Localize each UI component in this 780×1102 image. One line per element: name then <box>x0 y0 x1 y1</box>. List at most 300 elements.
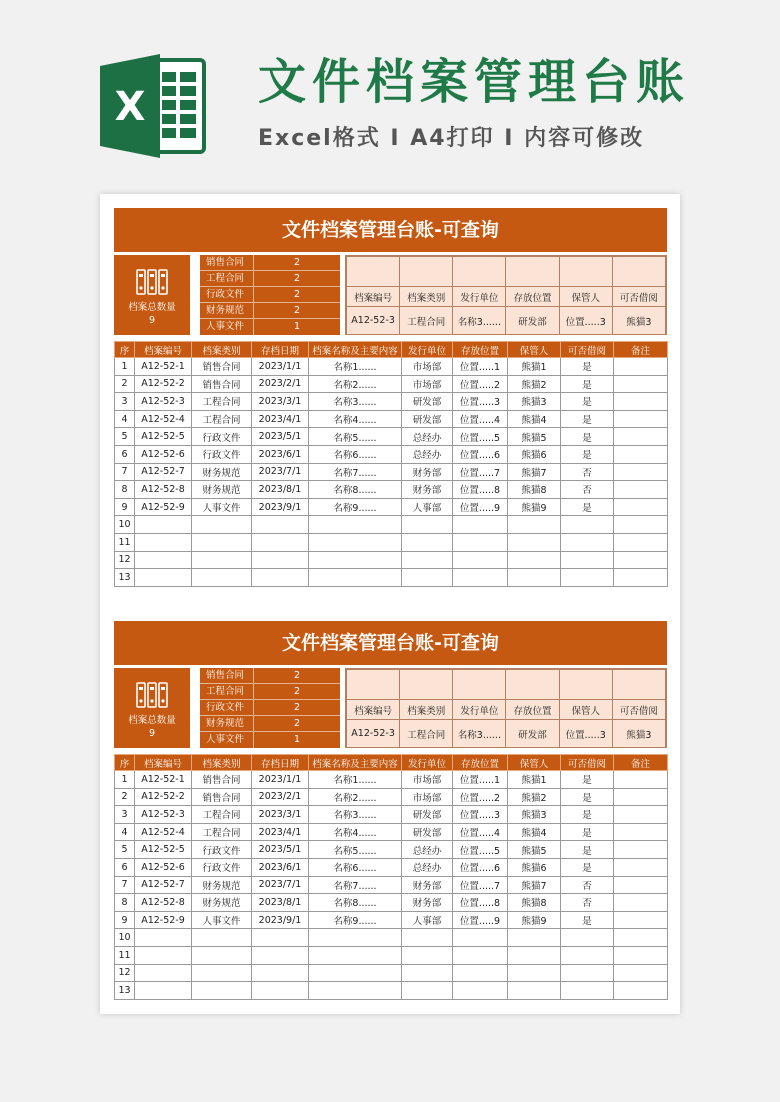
table-cell[interactable]: A12-52-6 <box>135 858 192 876</box>
table-cell[interactable] <box>309 533 402 551</box>
table-cell[interactable]: 是 <box>561 393 614 411</box>
table-cell[interactable]: 名称9...... <box>309 498 402 516</box>
table-cell[interactable]: 位置.....5 <box>453 841 508 859</box>
table-cell[interactable] <box>402 533 453 551</box>
excel-logo-icon <box>100 54 208 158</box>
table-cell[interactable]: 销售合同 <box>192 358 252 376</box>
table-cell[interactable]: 人事部 <box>402 911 453 929</box>
table-cell[interactable] <box>192 946 252 964</box>
query-panel <box>345 255 667 335</box>
table-cell[interactable]: 熊猫4 <box>508 823 561 841</box>
table-cell[interactable]: 名称8...... <box>309 481 402 499</box>
table-cell[interactable] <box>614 358 668 376</box>
table-cell[interactable] <box>192 516 252 534</box>
category-row <box>200 287 340 303</box>
table-cell[interactable] <box>135 533 192 551</box>
total-value: 9 <box>148 315 156 326</box>
table-cell[interactable]: 财务规范 <box>192 894 252 912</box>
category-name: 财务规范 <box>200 303 254 318</box>
table-cell[interactable] <box>252 569 309 587</box>
table-cell[interactable]: 是 <box>561 445 614 463</box>
table-cell[interactable] <box>453 516 508 534</box>
table-cell[interactable] <box>402 569 453 587</box>
category-count: 2 <box>293 702 301 713</box>
table-cell[interactable]: 行政文件 <box>192 428 252 446</box>
table-cell[interactable]: 熊猫6 <box>508 858 561 876</box>
ledger-table <box>114 341 668 587</box>
table-cell[interactable]: 名称3...... <box>309 806 402 824</box>
table-cell[interactable]: A12-52-2 <box>135 375 192 393</box>
query-cell[interactable] <box>400 257 453 287</box>
table-cell[interactable]: 市场部 <box>402 788 453 806</box>
query-header: 档案编号 <box>347 287 400 307</box>
row-index: 11 <box>115 533 135 551</box>
category-row <box>200 319 340 335</box>
query-header: 发行单位 <box>453 700 506 720</box>
table-cell[interactable]: 2023/8/1 <box>252 481 309 499</box>
table-cell[interactable] <box>614 964 668 982</box>
table-cell[interactable]: 2023/2/1 <box>252 788 309 806</box>
table-cell[interactable] <box>192 551 252 569</box>
table-cell[interactable]: 名称8...... <box>309 894 402 912</box>
page-title: 文件档案管理台账 <box>258 54 691 110</box>
table-cell[interactable]: 2023/3/1 <box>252 806 309 824</box>
table-cell[interactable]: 位置.....1 <box>453 771 508 789</box>
table-cell[interactable]: 工程合同 <box>192 823 252 841</box>
table-cell[interactable]: 财务规范 <box>192 463 252 481</box>
table-cell[interactable] <box>453 929 508 947</box>
table-cell[interactable] <box>309 946 402 964</box>
query-input[interactable]: A12-52-3 <box>347 720 400 748</box>
table-cell[interactable]: 总经办 <box>402 445 453 463</box>
row-index: 5 <box>115 428 135 446</box>
table-cell[interactable]: A12-52-9 <box>135 911 192 929</box>
total-label: 档案总数量 <box>128 302 176 313</box>
table-cell[interactable] <box>453 533 508 551</box>
table-cell[interactable]: 熊猫4 <box>508 410 561 428</box>
table-cell[interactable]: 总经办 <box>402 841 453 859</box>
table-cell[interactable] <box>614 946 668 964</box>
binders-icon <box>136 682 168 708</box>
table-cell[interactable]: 财务规范 <box>192 481 252 499</box>
table-cell[interactable]: 是 <box>561 806 614 824</box>
table-cell[interactable]: 研发部 <box>402 410 453 428</box>
table-cell[interactable]: 名称4...... <box>309 410 402 428</box>
row-index: 10 <box>115 516 135 534</box>
query-cell[interactable] <box>347 257 400 287</box>
table-cell[interactable] <box>309 982 402 1000</box>
table-cell[interactable]: 是 <box>561 841 614 859</box>
table-cell[interactable]: 位置.....2 <box>453 788 508 806</box>
table-row <box>115 428 668 446</box>
table-cell[interactable]: 熊猫1 <box>508 358 561 376</box>
table-cell[interactable]: 否 <box>561 463 614 481</box>
table-cell[interactable]: 是 <box>561 771 614 789</box>
summary-panel <box>114 668 667 754</box>
table-cell[interactable] <box>453 569 508 587</box>
table-cell[interactable]: 名称7...... <box>309 876 402 894</box>
table-cell[interactable] <box>402 516 453 534</box>
table-cell[interactable] <box>614 481 668 499</box>
table-cell[interactable]: 2023/8/1 <box>252 894 309 912</box>
table-cell[interactable]: 否 <box>561 894 614 912</box>
table-cell[interactable] <box>614 823 668 841</box>
table-cell[interactable]: 位置.....2 <box>453 375 508 393</box>
table-cell[interactable] <box>453 551 508 569</box>
table-cell[interactable]: 财务部 <box>402 894 453 912</box>
table-cell[interactable] <box>614 375 668 393</box>
table-cell[interactable] <box>614 841 668 859</box>
table-cell[interactable] <box>453 982 508 1000</box>
query-cell[interactable] <box>559 257 612 287</box>
table-cell[interactable] <box>135 946 192 964</box>
table-cell[interactable] <box>453 946 508 964</box>
table-cell[interactable]: 熊猫7 <box>508 876 561 894</box>
table-cell[interactable]: 工程合同 <box>192 806 252 824</box>
table-cell[interactable]: 是 <box>561 858 614 876</box>
query-input[interactable]: A12-52-3 <box>347 307 400 335</box>
table-cell[interactable]: 熊猫6 <box>508 445 561 463</box>
table-cell[interactable]: A12-52-3 <box>135 393 192 411</box>
column-header: 保管人 <box>508 755 561 771</box>
table-cell[interactable]: 熊猫5 <box>508 428 561 446</box>
table-cell[interactable] <box>614 445 668 463</box>
table-cell[interactable] <box>614 788 668 806</box>
table-cell[interactable]: 工程合同 <box>192 410 252 428</box>
table-cell[interactable]: 位置.....5 <box>453 428 508 446</box>
table-cell[interactable]: 名称6...... <box>309 858 402 876</box>
query-cell[interactable] <box>559 670 612 700</box>
table-cell[interactable]: 名称5...... <box>309 428 402 446</box>
table-cell[interactable]: 是 <box>561 358 614 376</box>
table-cell[interactable] <box>508 964 561 982</box>
column-header: 发行单位 <box>402 755 453 771</box>
table-cell[interactable]: 熊猫2 <box>508 788 561 806</box>
table-cell[interactable]: 名称7...... <box>309 463 402 481</box>
table-cell[interactable]: 2023/9/1 <box>252 498 309 516</box>
table-cell[interactable]: 2023/1/1 <box>252 771 309 789</box>
row-index: 6 <box>115 858 135 876</box>
table-cell[interactable] <box>402 964 453 982</box>
table-cell[interactable]: 熊猫5 <box>508 841 561 859</box>
table-cell[interactable]: A12-52-1 <box>135 358 192 376</box>
query-cell[interactable] <box>506 670 559 700</box>
table-cell[interactable] <box>252 516 309 534</box>
table-cell[interactable] <box>561 569 614 587</box>
table-cell[interactable]: 名称6...... <box>309 445 402 463</box>
table-cell[interactable] <box>402 982 453 1000</box>
table-cell[interactable]: 研发部 <box>402 806 453 824</box>
column-header: 存放位置 <box>453 342 508 358</box>
table-cell[interactable]: 2023/7/1 <box>252 876 309 894</box>
table-cell[interactable] <box>192 533 252 551</box>
table-cell[interactable] <box>453 964 508 982</box>
table-cell[interactable]: A12-52-6 <box>135 445 192 463</box>
table-cell[interactable]: 2023/7/1 <box>252 463 309 481</box>
table-cell[interactable]: 行政文件 <box>192 445 252 463</box>
table-cell[interactable] <box>614 428 668 446</box>
query-cell[interactable] <box>506 257 559 287</box>
query-cell[interactable] <box>347 670 400 700</box>
category-name: 工程合同 <box>200 684 254 699</box>
table-cell[interactable] <box>508 946 561 964</box>
table-cell[interactable]: 熊猫9 <box>508 498 561 516</box>
category-count: 1 <box>293 734 301 745</box>
table-cell[interactable]: 市场部 <box>402 771 453 789</box>
table-cell[interactable]: 熊猫3 <box>508 393 561 411</box>
table-cell[interactable]: 是 <box>561 410 614 428</box>
table-cell[interactable]: 熊猫3 <box>508 806 561 824</box>
table-cell[interactable]: 2023/9/1 <box>252 911 309 929</box>
table-cell[interactable] <box>614 516 668 534</box>
column-header: 备注 <box>614 342 668 358</box>
table-cell[interactable]: 销售合同 <box>192 771 252 789</box>
table-cell[interactable] <box>614 911 668 929</box>
table-row <box>115 481 668 499</box>
table-cell[interactable]: 位置.....7 <box>453 463 508 481</box>
table-cell[interactable] <box>614 533 668 551</box>
table-cell[interactable] <box>252 929 309 947</box>
column-header: 备注 <box>614 755 668 771</box>
table-cell[interactable] <box>508 551 561 569</box>
table-cell[interactable]: A12-52-7 <box>135 876 192 894</box>
table-cell[interactable] <box>561 533 614 551</box>
table-cell[interactable] <box>135 964 192 982</box>
table-cell[interactable] <box>192 964 252 982</box>
table-cell[interactable] <box>135 516 192 534</box>
table-cell[interactable]: A12-52-2 <box>135 788 192 806</box>
table-cell[interactable]: 总经办 <box>402 428 453 446</box>
table-cell[interactable]: 熊猫9 <box>508 911 561 929</box>
table-cell[interactable]: 位置.....3 <box>453 393 508 411</box>
table-cell[interactable] <box>561 946 614 964</box>
table-cell[interactable]: 2023/4/1 <box>252 410 309 428</box>
table-cell[interactable] <box>309 551 402 569</box>
table-cell[interactable]: 2023/5/1 <box>252 428 309 446</box>
table-header-row <box>115 342 668 358</box>
table-cell[interactable] <box>252 946 309 964</box>
table-cell[interactable]: 位置.....6 <box>453 445 508 463</box>
table-cell[interactable]: 2023/1/1 <box>252 358 309 376</box>
column-header: 序 <box>115 755 135 771</box>
table-cell[interactable]: 位置.....8 <box>453 481 508 499</box>
column-header: 档案名称及主要内容 <box>309 755 402 771</box>
table-cell[interactable]: 名称4...... <box>309 823 402 841</box>
table-cell[interactable]: 工程合同 <box>192 393 252 411</box>
table-cell[interactable] <box>614 551 668 569</box>
table-cell[interactable]: 财务规范 <box>192 876 252 894</box>
table-cell[interactable]: 位置.....8 <box>453 894 508 912</box>
table-cell[interactable] <box>614 463 668 481</box>
table-cell[interactable]: 熊猫8 <box>508 894 561 912</box>
table-cell[interactable] <box>309 929 402 947</box>
table-cell[interactable]: 是 <box>561 498 614 516</box>
row-index: 13 <box>115 982 135 1000</box>
table-cell[interactable]: 总经办 <box>402 858 453 876</box>
table-cell[interactable] <box>135 929 192 947</box>
table-cell[interactable] <box>614 498 668 516</box>
table-cell[interactable] <box>508 569 561 587</box>
ledger-table <box>114 754 668 1000</box>
table-cell[interactable]: A12-52-4 <box>135 823 192 841</box>
table-cell[interactable] <box>508 982 561 1000</box>
table-cell[interactable]: A12-52-7 <box>135 463 192 481</box>
table-cell[interactable]: 熊猫8 <box>508 481 561 499</box>
table-cell[interactable] <box>614 876 668 894</box>
summary-panel <box>114 255 667 341</box>
table-cell[interactable]: 熊猫7 <box>508 463 561 481</box>
table-cell[interactable]: 销售合同 <box>192 788 252 806</box>
table-cell[interactable]: 市场部 <box>402 358 453 376</box>
table-cell[interactable]: 位置.....3 <box>453 806 508 824</box>
table-row <box>115 569 668 587</box>
table-cell[interactable] <box>561 551 614 569</box>
table-cell[interactable]: A12-52-9 <box>135 498 192 516</box>
table-cell[interactable]: A12-52-8 <box>135 894 192 912</box>
table-cell[interactable]: 位置.....7 <box>453 876 508 894</box>
table-cell[interactable]: 销售合同 <box>192 375 252 393</box>
table-cell[interactable] <box>614 569 668 587</box>
table-cell[interactable] <box>614 982 668 1000</box>
table-cell[interactable] <box>135 982 192 1000</box>
table-cell[interactable]: 2023/6/1 <box>252 445 309 463</box>
table-cell[interactable] <box>508 533 561 551</box>
row-index: 3 <box>115 806 135 824</box>
table-cell[interactable] <box>561 516 614 534</box>
table-cell[interactable]: 熊猫2 <box>508 375 561 393</box>
table-cell[interactable]: 人事文件 <box>192 911 252 929</box>
table-cell[interactable]: A12-52-8 <box>135 481 192 499</box>
table-cell[interactable]: 名称9...... <box>309 911 402 929</box>
table-cell[interactable] <box>561 964 614 982</box>
category-count: 2 <box>293 670 301 681</box>
table-cell[interactable]: 研发部 <box>402 393 453 411</box>
table-cell[interactable] <box>192 569 252 587</box>
table-cell[interactable] <box>508 929 561 947</box>
table-cell[interactable] <box>192 929 252 947</box>
table-cell[interactable]: 否 <box>561 481 614 499</box>
table-cell[interactable]: 财务部 <box>402 876 453 894</box>
table-cell[interactable]: 位置.....6 <box>453 858 508 876</box>
query-cell[interactable] <box>400 670 453 700</box>
table-row <box>115 823 668 841</box>
query-cell[interactable] <box>612 670 665 700</box>
table-cell[interactable]: 位置.....1 <box>453 358 508 376</box>
table-cell[interactable] <box>309 964 402 982</box>
table-cell[interactable]: A12-52-5 <box>135 841 192 859</box>
query-value: 工程合同 <box>400 307 453 335</box>
table-cell[interactable] <box>135 569 192 587</box>
table-cell[interactable]: A12-52-4 <box>135 410 192 428</box>
table-cell[interactable]: 名称1...... <box>309 358 402 376</box>
table-cell[interactable] <box>402 551 453 569</box>
query-cell[interactable] <box>453 257 506 287</box>
table-cell[interactable]: 是 <box>561 788 614 806</box>
table-cell[interactable] <box>561 982 614 1000</box>
table-cell[interactable] <box>614 929 668 947</box>
table-cell[interactable]: A12-52-1 <box>135 771 192 789</box>
table-cell[interactable]: 位置.....4 <box>453 410 508 428</box>
table-row <box>115 964 668 982</box>
table-cell[interactable]: 行政文件 <box>192 841 252 859</box>
query-cell[interactable] <box>453 670 506 700</box>
table-cell[interactable] <box>252 551 309 569</box>
table-cell[interactable] <box>614 858 668 876</box>
query-cell[interactable] <box>612 257 665 287</box>
table-cell[interactable]: 财务部 <box>402 463 453 481</box>
table-cell[interactable]: 研发部 <box>402 823 453 841</box>
table-cell[interactable]: 名称2...... <box>309 788 402 806</box>
page-subtitle: Excel格式 I A4打印 I 内容可修改 <box>258 126 645 151</box>
paper-sheet <box>100 194 680 1014</box>
table-cell[interactable]: 市场部 <box>402 375 453 393</box>
table-cell[interactable]: 2023/3/1 <box>252 393 309 411</box>
table-cell[interactable] <box>614 393 668 411</box>
table-cell[interactable]: 人事文件 <box>192 498 252 516</box>
table-cell[interactable]: 否 <box>561 876 614 894</box>
table-cell[interactable]: 是 <box>561 823 614 841</box>
row-index: 5 <box>115 841 135 859</box>
table-cell[interactable]: A12-52-3 <box>135 806 192 824</box>
table-cell[interactable]: 名称1...... <box>309 771 402 789</box>
table-cell[interactable]: 位置.....9 <box>453 498 508 516</box>
table-cell[interactable]: 人事部 <box>402 498 453 516</box>
table-cell[interactable] <box>614 771 668 789</box>
category-row <box>200 271 340 287</box>
table-row <box>115 806 668 824</box>
table-cell[interactable] <box>508 516 561 534</box>
table-cell[interactable]: A12-52-5 <box>135 428 192 446</box>
table-cell[interactable]: 是 <box>561 375 614 393</box>
table-cell[interactable]: 财务部 <box>402 481 453 499</box>
table-cell[interactable]: 2023/2/1 <box>252 375 309 393</box>
table-cell[interactable]: 2023/5/1 <box>252 841 309 859</box>
table-cell[interactable]: 熊猫1 <box>508 771 561 789</box>
table-cell[interactable] <box>252 964 309 982</box>
table-cell[interactable] <box>135 551 192 569</box>
column-header: 可否借阅 <box>561 342 614 358</box>
table-row <box>115 946 668 964</box>
query-value: 研发部 <box>506 307 559 335</box>
table-cell[interactable]: 是 <box>561 428 614 446</box>
category-row <box>200 700 340 716</box>
table-cell[interactable] <box>252 533 309 551</box>
table-cell[interactable]: 2023/6/1 <box>252 858 309 876</box>
table-cell[interactable]: 名称2...... <box>309 375 402 393</box>
table-cell[interactable] <box>402 946 453 964</box>
query-value: 位置.....3 <box>559 720 612 748</box>
total-value: 9 <box>148 728 156 739</box>
table-cell[interactable] <box>614 806 668 824</box>
category-count: 1 <box>293 321 301 332</box>
table-cell[interactable] <box>614 894 668 912</box>
table-cell[interactable] <box>252 982 309 1000</box>
table-cell[interactable] <box>192 982 252 1000</box>
table-cell[interactable] <box>402 929 453 947</box>
table-cell[interactable]: 行政文件 <box>192 858 252 876</box>
table-cell[interactable] <box>561 929 614 947</box>
table-cell[interactable]: 名称3...... <box>309 393 402 411</box>
table-cell[interactable] <box>309 569 402 587</box>
table-cell[interactable]: 位置.....4 <box>453 823 508 841</box>
table-cell[interactable] <box>309 516 402 534</box>
table-cell[interactable]: 2023/4/1 <box>252 823 309 841</box>
table-cell[interactable] <box>614 410 668 428</box>
table-cell[interactable]: 位置.....9 <box>453 911 508 929</box>
table-cell[interactable]: 名称5...... <box>309 841 402 859</box>
table-cell[interactable]: 是 <box>561 911 614 929</box>
sheet-title: 文件档案管理台账-可查询 <box>114 208 667 252</box>
